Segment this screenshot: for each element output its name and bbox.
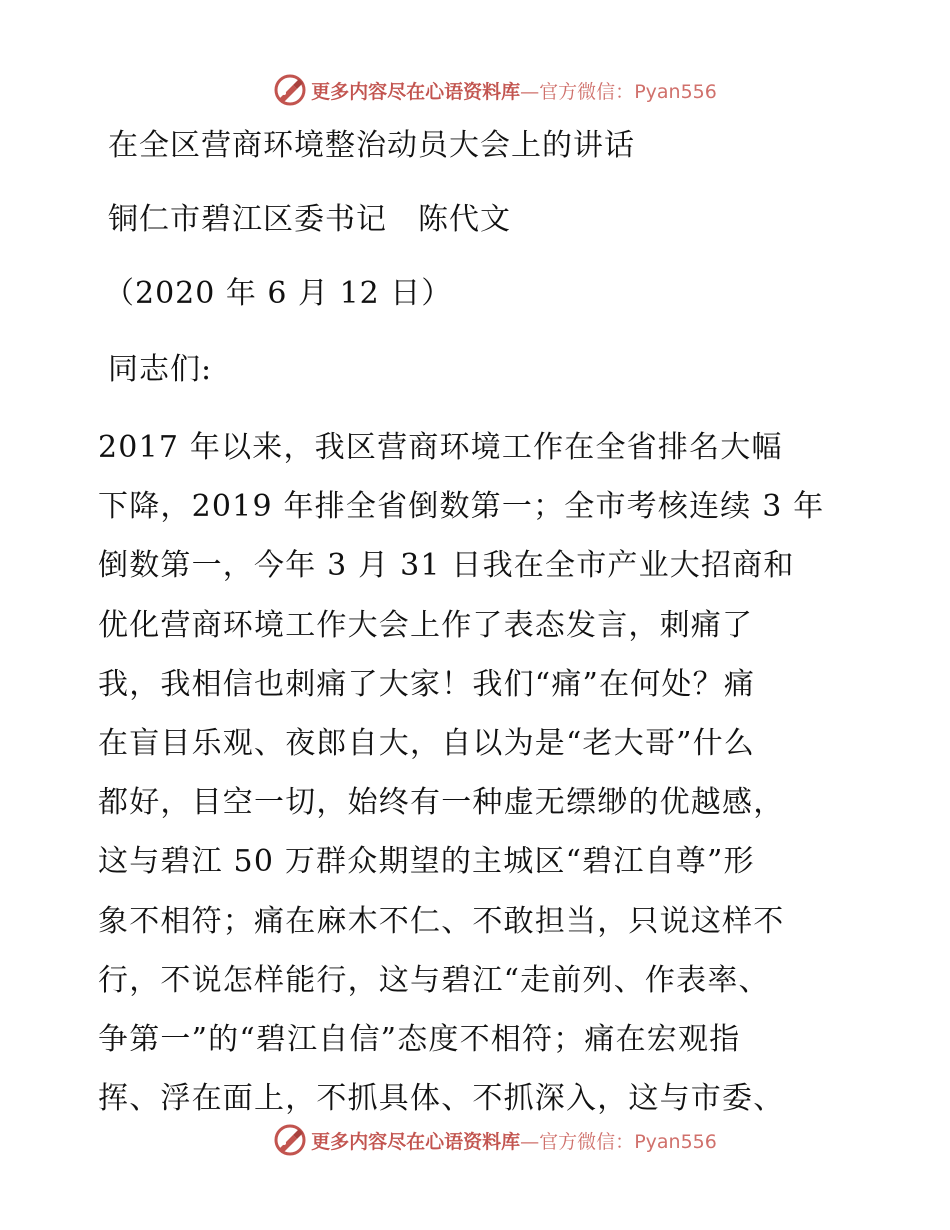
document-date: （2020 年 6 月 12 日） <box>104 276 453 311</box>
body-line: 挥、浮在面上，不抓具体、不抓深入，这与市委、 <box>98 1081 785 1117</box>
document-salutation: 同志们: <box>108 352 213 387</box>
body-line: 行，不说怎样能行，这与碧江“走前列、作表率、 <box>98 962 770 998</box>
watermark-main: 更多内容尽在心语资料库 <box>311 1130 521 1153</box>
watermark-text <box>311 1127 717 1154</box>
watermark-banner-top <box>0 70 950 110</box>
document-author: 铜仁市碧江区委书记 陈代文 <box>108 202 511 237</box>
watermark-main: 更多内容尽在心语资料库 <box>311 80 521 103</box>
watermark-text <box>311 77 717 104</box>
body-line: 我，我相信也刺痛了大家！我们“痛”在何处？痛 <box>98 666 756 702</box>
document-title: 在全区营商环境整治动员大会上的讲话 <box>108 128 635 163</box>
body-line: 优化营商环境工作大会上作了表态发言，刺痛了 <box>98 607 754 643</box>
watermark-banner-bottom <box>0 1120 950 1160</box>
watermark-tail: —官方微信： <box>520 1130 635 1153</box>
body-line: 在盲目乐观、夜郎自大，自以为是“老大哥”什么 <box>98 725 756 761</box>
document-body <box>98 418 858 1128</box>
body-line: 2017 年以来，我区营商环境工作在全省排名大幅 <box>98 430 783 465</box>
body-line: 争第一”的“碧江自信”态度不相符；痛在宏观指 <box>98 1021 741 1057</box>
body-line: 象不相符；痛在麻木不仁、不敢担当，只说这样不 <box>98 903 785 939</box>
body-line: 倒数第一，今年 3 月 31 日我在全市产业大招商和 <box>98 548 795 584</box>
watermark-inner <box>273 1123 717 1157</box>
watermark-wechat: Pyan556 <box>634 1130 717 1153</box>
body-line: 这与碧江 50 万群众期望的主城区“碧江自尊”形 <box>98 844 755 880</box>
watermark-wechat: Pyan556 <box>634 80 717 103</box>
body-line: 下降，2019 年排全省倒数第一；全市考核连续 3 年 <box>98 489 825 525</box>
logo-pen-icon <box>273 73 307 107</box>
watermark-inner <box>273 73 717 107</box>
watermark-tail: —官方微信： <box>520 80 635 103</box>
body-line: 都好，目空一切，始终有一种虚无缥缈的优越感， <box>98 785 785 821</box>
logo-pen-icon <box>273 1123 307 1157</box>
